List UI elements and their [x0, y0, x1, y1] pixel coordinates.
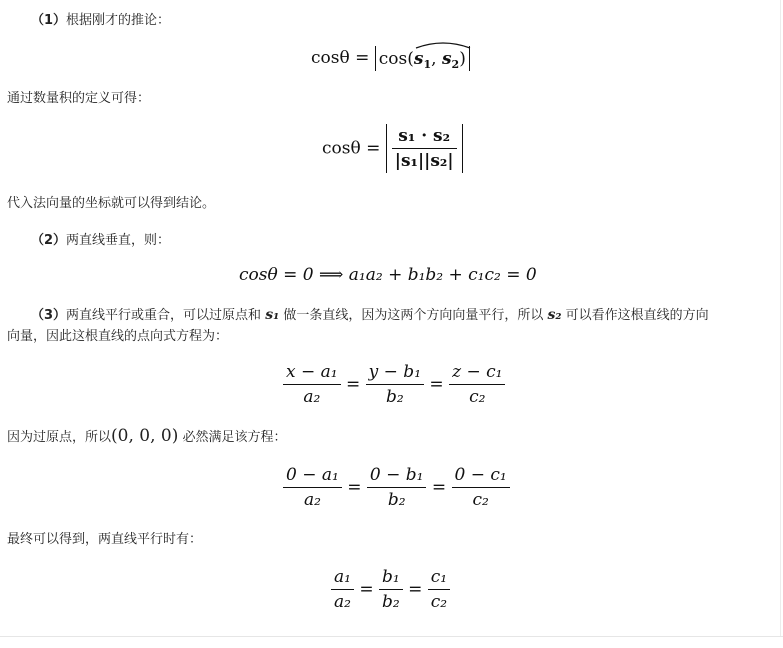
eq1-s2: s	[441, 49, 452, 69]
line-origin-text-b: 必然满足该方程：	[182, 430, 287, 445]
section-3-text-a: 两直线平行或重合，可以过原点和	[66, 308, 262, 323]
eq5-frac-x	[283, 465, 342, 510]
eq1-abs: cos( $s_1$, $s_2$)	[375, 46, 470, 71]
equation-parallel-condition	[331, 567, 450, 612]
eq6-frac-c	[428, 567, 450, 612]
section-3-s1: s₁	[265, 307, 280, 323]
eq6-equals-2: =	[408, 579, 423, 600]
section-3-label: （3）	[31, 308, 67, 323]
section-1-label: （1）	[31, 13, 67, 28]
eq6-den-b: b₂	[379, 589, 403, 612]
eq2-cos-theta: cosθ	[322, 138, 361, 159]
equation-origin-substituted	[283, 465, 510, 510]
right-border	[780, 0, 781, 636]
line-origin-text-a: 因为过原点，所以	[7, 430, 112, 445]
section-1-heading	[31, 10, 170, 31]
section-1-text: 根据刚才的推论：	[66, 13, 171, 28]
eq5-den-y: b₂	[367, 487, 427, 510]
eq4-frac-z	[449, 362, 505, 407]
eq4-den-x: a₂	[283, 384, 341, 407]
equation-point-direction	[283, 362, 505, 407]
eq6-den-a: a₂	[331, 589, 354, 612]
eq2-equals: =	[366, 138, 381, 159]
eq6-num-b: b₁	[382, 567, 400, 587]
section-3-text-c: 可以看作这根直线的方向	[565, 308, 709, 323]
eq5-equals-1: =	[347, 477, 362, 498]
bottom-border	[0, 636, 783, 637]
section-2-heading	[31, 230, 170, 251]
line-dot-product: 通过数量积的定义可得：	[7, 91, 151, 106]
eq5-den-z: c₂	[452, 487, 510, 510]
eq4-frac-y	[366, 362, 424, 407]
eq1-hat-group: $s_1$, $s_2$	[414, 46, 459, 71]
eq5-den-x: a₂	[283, 487, 342, 510]
eq2-numerator: s₁ · s₂	[398, 126, 451, 146]
eq6-frac-b	[379, 567, 403, 612]
equation-perpendicular: cosθ = 0 ⟹ a₁a₂ + b₁b₂ + c₁c₂ = 0	[239, 265, 537, 285]
section-3-s2: s₂	[547, 307, 562, 323]
eq4-equals-2: =	[429, 374, 444, 395]
eq1-cos-theta: cosθ	[311, 48, 350, 68]
eq2-denominator: |s₁||s₂|	[392, 148, 457, 171]
eq1-cos: cos	[378, 49, 408, 69]
eq2-abs	[386, 124, 463, 173]
eq1-s2-sub: 2	[451, 58, 460, 71]
eq2-fraction	[392, 126, 457, 171]
eq1-s1: s	[413, 49, 424, 69]
eq6-num-a: a₁	[334, 567, 351, 587]
eq1-equals: =	[355, 48, 370, 68]
line-origin-point: (0, 0, 0)	[111, 426, 179, 446]
section-3-text-d: 向量，因此这根直线的点向式方程为：	[7, 329, 229, 344]
eq5-frac-z	[452, 465, 510, 510]
eq4-den-z: c₂	[449, 384, 505, 407]
eq5-num-y: 0 − b₁	[369, 465, 424, 485]
eq5-num-z: 0 − c₁	[454, 465, 507, 485]
eq5-frac-y	[367, 465, 427, 510]
eq1-s1-sub: 1	[423, 58, 432, 71]
section-3-heading	[31, 305, 709, 326]
line-substitute: 代入法向量的坐标就可以得到结论。	[7, 196, 216, 211]
eq5-equals-2: =	[431, 477, 447, 498]
eq4-frac-x	[283, 362, 341, 407]
eq4-num-z: z − c₁	[452, 362, 503, 382]
equation-cos-angle	[311, 46, 470, 71]
eq6-num-c: c₁	[430, 567, 448, 587]
eq5-num-x: 0 − a₁	[286, 465, 339, 485]
section-3-text-b: 做一条直线，因为这两个方向向量平行，所以	[283, 308, 544, 323]
line-final: 最终可以得到，两直线平行时有：	[7, 532, 203, 547]
eq1-hat-arc	[414, 41, 472, 49]
eq6-frac-a	[331, 567, 354, 612]
equation-dot-product	[322, 124, 463, 173]
eq6-den-c: c₂	[428, 589, 450, 612]
section-2-text: 两直线垂直，则：	[66, 233, 171, 248]
eq4-num-y: y − b₁	[368, 362, 422, 382]
eq6-equals-1: =	[359, 579, 374, 600]
eq4-num-x: x − a₁	[286, 362, 338, 382]
eq4-equals-1: =	[346, 374, 361, 395]
section-2-label: （2）	[31, 233, 67, 248]
eq4-den-y: b₂	[366, 384, 424, 407]
line-through-origin	[7, 426, 287, 448]
